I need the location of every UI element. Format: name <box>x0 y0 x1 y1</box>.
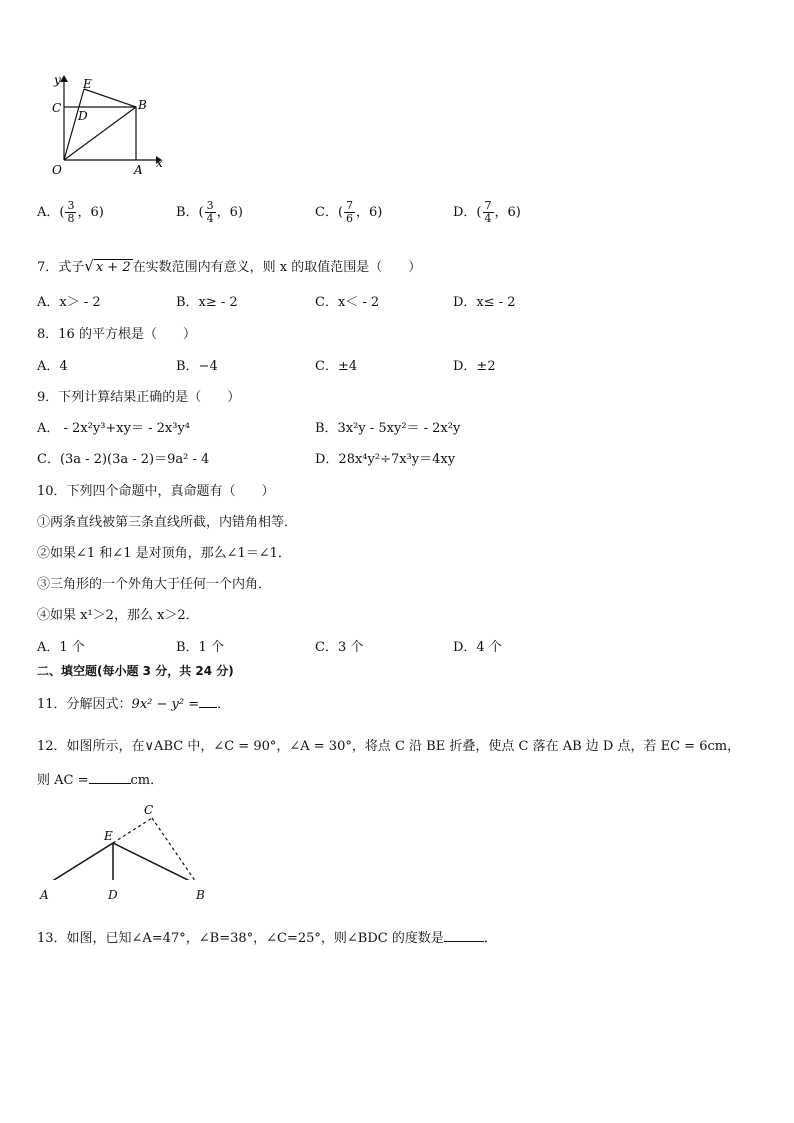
fraction: $\frac{7}{4}$ <box>484 199 492 225</box>
label-B: B <box>138 98 147 112</box>
q9-option-d[interactable]: D．28x⁴y²÷7x³y＝4xy <box>315 452 456 467</box>
q8-option-b[interactable]: B．−4 <box>176 359 218 374</box>
label-D: D <box>78 109 88 123</box>
q9-option-a[interactable]: A． - 2x²y³+xy＝ - 2x³y⁴ <box>37 421 191 436</box>
label-A: A <box>134 163 143 177</box>
q8-option-d[interactable]: D．±2 <box>453 359 496 374</box>
q12-line1: 12．如图所示，在∨ABC 中，∠C = 90°，∠A = 30°，将点 C 沿 BE 折叠，使点 C 落在 AB 边 D 点，若 EC = 6cm， <box>37 739 741 754</box>
answer-blank[interactable] <box>89 783 131 784</box>
label-O: O <box>52 163 62 177</box>
q6-option-c[interactable]: C．( $\frac{7}{6}$ ，6) <box>315 199 383 225</box>
q11-stem: 11．分解因式：9x² − y² = ． <box>37 697 231 712</box>
label-x: x <box>156 156 163 170</box>
q10-prop-4: ④如果 x¹＞2，那么 x＞2． <box>37 608 199 623</box>
q10-option-d[interactable]: D．4 个 <box>453 640 502 655</box>
section-title: 二、填空题(每小题 3 分，共 24 分) <box>37 664 234 678</box>
triangle-figure <box>36 798 216 880</box>
q7-option-a[interactable]: A．x＞ - 2 <box>37 295 101 310</box>
fraction: $\frac{3}{8}$ <box>67 199 75 225</box>
q6-option-a[interactable]: A．( $\frac{3}{8}$ ，6) <box>37 199 104 225</box>
label-D: D <box>108 888 118 902</box>
q6-option-d[interactable]: D．( $\frac{7}{4}$ ，6) <box>453 199 521 225</box>
q10-option-a[interactable]: A．1 个 <box>37 640 85 655</box>
label-E: E <box>104 829 113 843</box>
q7-option-b[interactable]: B．x≥ - 2 <box>176 295 238 310</box>
q10-prop-3: ③三角形的一个外角大于任何一个内角． <box>37 577 272 592</box>
answer-blank[interactable] <box>444 941 484 942</box>
answer-blank[interactable] <box>199 707 217 708</box>
label-y: y <box>54 73 61 87</box>
q10-stem: 10．下列四个命题中，真命题有（ ） <box>37 484 275 499</box>
q10-prop-2: ②如果∠1 和∠1 是对顶角，那么∠1＝∠1． <box>37 546 291 561</box>
q7-stem: 7．式子√ x + 2 在实数范围内有意义，则 x 的取值范围是（ ） <box>37 257 422 275</box>
label-B: B <box>196 888 205 902</box>
label-E: E <box>83 77 92 91</box>
q9-option-b[interactable]: B．3x²y - 5xy²＝ - 2x²y <box>315 421 461 436</box>
q6-option-b[interactable]: B．( $\frac{3}{4}$ ，6) <box>176 199 243 225</box>
q7-option-c[interactable]: C．x＜ - 2 <box>315 295 380 310</box>
q9-option-c[interactable]: C．(3a - 2)(3a - 2)＝9a² - 4 <box>37 452 210 467</box>
label-A: A <box>40 888 49 902</box>
sqrt-symbol: √ <box>84 257 94 275</box>
q10-option-c[interactable]: C．3 个 <box>315 640 364 655</box>
label-C: C <box>52 101 62 115</box>
fraction: $\frac{3}{4}$ <box>206 199 214 225</box>
fraction: $\frac{7}{6}$ <box>346 199 354 225</box>
q8-stem: 8．16 的平方根是（ ） <box>37 327 196 342</box>
q9-stem: 9．下列计算结果正确的是（ ） <box>37 390 241 405</box>
label-C: C <box>144 803 154 817</box>
q10-option-b[interactable]: B．1 个 <box>176 640 224 655</box>
q7-option-d[interactable]: D．x≤ - 2 <box>453 295 516 310</box>
q13-stem: 13．如图，已知∠A=47°，∠B=38°，∠C=25°，则∠BDC 的度数是 ． <box>37 931 497 946</box>
q8-option-a[interactable]: A．4 <box>37 359 68 374</box>
coordinate-figure <box>38 72 173 180</box>
q10-prop-1: ①两条直线被第三条直线所截，内错角相等． <box>37 515 298 530</box>
q8-option-c[interactable]: C．±4 <box>315 359 358 374</box>
q12-line2: 则 AC = cm． <box>37 773 164 788</box>
